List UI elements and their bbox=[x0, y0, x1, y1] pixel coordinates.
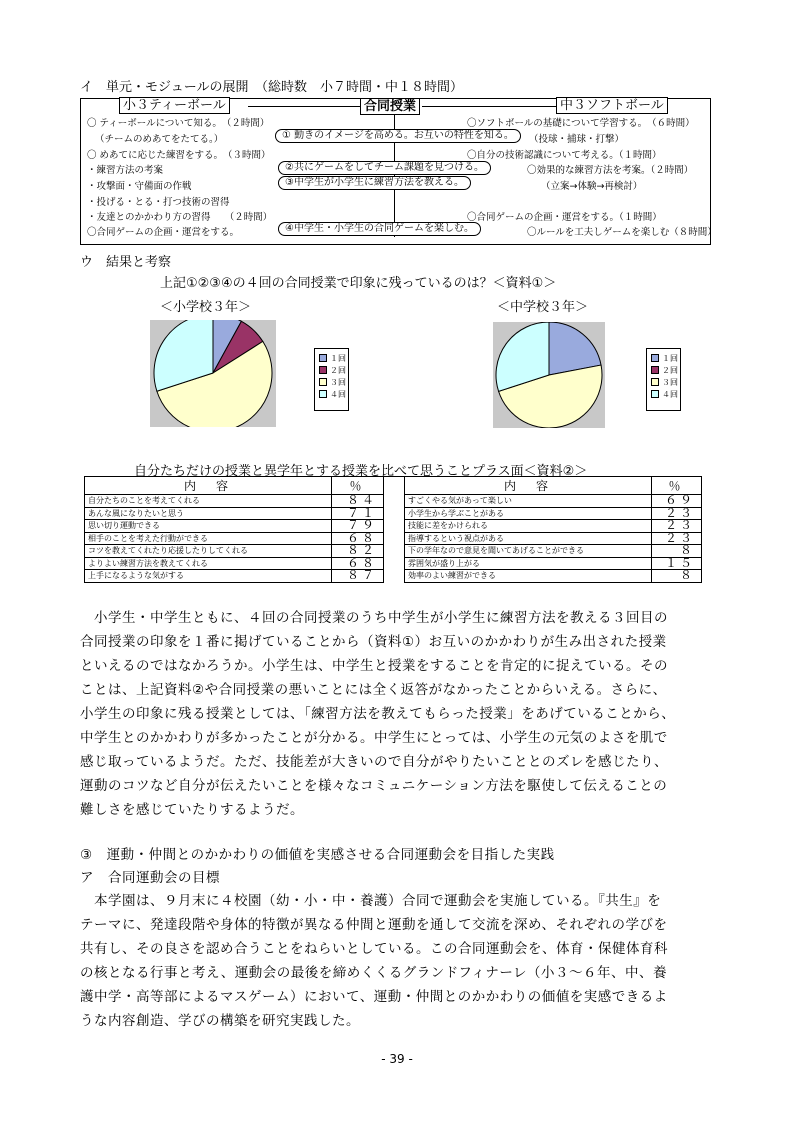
pie-title-junior-high: ＜中学校３年＞ bbox=[497, 300, 589, 315]
left-item: ・練習方法の考案 bbox=[87, 165, 164, 176]
goals-paragraph bbox=[80, 889, 668, 1033]
table-header-row bbox=[85, 477, 384, 495]
table-row bbox=[85, 532, 384, 545]
section-heading-unit: イ 単元・モジュールの展開 （総時数 小７時間・中１８時間） bbox=[80, 80, 463, 95]
legend-item bbox=[315, 352, 348, 364]
cell-percent: ７１ bbox=[332, 507, 384, 520]
table-row bbox=[85, 495, 384, 508]
table-row bbox=[405, 532, 702, 545]
connector-line bbox=[422, 106, 556, 107]
paragraph-line: 小学生の印象に残る授業としては、「練習方法を教えてもらった授業」をあげていることから、 bbox=[80, 706, 676, 722]
cell-content: 自分たちのことを考えてくれる bbox=[85, 495, 332, 508]
legend-label: ２回 bbox=[662, 365, 678, 375]
section-heading-results: ウ 結果と考察 bbox=[80, 255, 172, 270]
cell-percent: ２３ bbox=[652, 520, 702, 533]
legend-swatch bbox=[319, 390, 327, 398]
pie-svg-junior-high bbox=[493, 322, 605, 428]
paragraph-line: 難しさを感じていたりするようだ。 bbox=[80, 802, 304, 818]
left-item: ・投げる・とる・打つ技術の習得 bbox=[87, 197, 230, 208]
table-row bbox=[405, 495, 702, 508]
paragraph-line: テーマに、発達段階や身体的特徴が異なる仲間と運動を通して交流を深め、それぞれの学びを bbox=[80, 917, 668, 933]
header-content: 内 容 bbox=[405, 477, 652, 495]
legend-item bbox=[315, 376, 348, 388]
cell-content: 指導するという視点がある bbox=[405, 532, 652, 545]
cell-percent: ２３ bbox=[652, 532, 702, 545]
cell-percent: ８４ bbox=[332, 495, 384, 508]
cell-content: 雰囲気が盛り上がる bbox=[405, 557, 652, 570]
right-title: 中３ソフトボール bbox=[556, 97, 668, 114]
cell-content: 思い切り運動できる bbox=[85, 520, 332, 533]
cell-percent: ６８ bbox=[332, 557, 384, 570]
paragraph-line: といえるのではなかろうか。小学生は、中学生と授業をすることを肯定的に捉えている。その bbox=[80, 658, 668, 674]
cell-content: 上手になるような気がする bbox=[85, 570, 332, 583]
discussion-paragraph bbox=[80, 606, 675, 822]
legend-item bbox=[647, 376, 680, 388]
table-caption: 自分たちだけの授業と異学年とする授業を比べて思うことプラス面＜資料②＞ bbox=[134, 464, 588, 479]
legend-label: ３回 bbox=[330, 377, 346, 387]
legend-junior-high bbox=[646, 348, 681, 411]
cell-content: よりよい練習方法を教えてくれる bbox=[85, 557, 332, 570]
legend-item bbox=[315, 388, 348, 400]
table-junior-high-feedback bbox=[404, 476, 702, 583]
table-row bbox=[85, 520, 384, 533]
cell-content: 効率のよい練習ができる bbox=[405, 570, 652, 583]
legend-item bbox=[647, 364, 680, 376]
paragraph-line: 感じ取っているようだ。ただ、技能差が大きいので自分がやりたいこととのズレを感じたり、 bbox=[80, 754, 668, 770]
unit-diagram bbox=[80, 98, 717, 245]
cell-content: 下の学年なので意見を聞いてあげることができる bbox=[405, 545, 652, 558]
cell-percent: ６９ bbox=[652, 495, 702, 508]
header-percent: ％ bbox=[332, 477, 384, 495]
paragraph-line: ことは、上記資料②や合同授業の悪いことには全く返答がなかったことからいえる。さらに、 bbox=[80, 682, 667, 698]
right-item: 〇合同ゲームの企画・運営をする。（１時間） bbox=[467, 212, 662, 223]
left-title: 小３ティーボール bbox=[119, 97, 230, 114]
table-row bbox=[405, 545, 702, 558]
paragraph-line: 小学生・中学生ともに、４回の合同授業のうち中学生が小学生に練習方法を教える３回目の bbox=[80, 610, 668, 626]
cell-content: あんな風になりたいと思う bbox=[85, 507, 332, 520]
paragraph-line: 共有し、その良さを認め合うことをねらいとしている。この合同運動会を、体育・保健体育科 bbox=[80, 941, 668, 957]
legend-swatch bbox=[319, 366, 327, 374]
right-item: （投球・捕球・打撃） bbox=[529, 134, 625, 145]
legend-item bbox=[647, 388, 680, 400]
cell-percent: ６８ bbox=[332, 532, 384, 545]
joint-lesson-3: ③中学生が小学生に練習方法を教える。 bbox=[278, 176, 471, 190]
connector-line bbox=[248, 106, 368, 107]
cell-content: 小学生から学ぶことがある bbox=[405, 507, 652, 520]
table-row bbox=[405, 520, 702, 533]
cell-percent: １５ bbox=[652, 557, 702, 570]
legend-label: １回 bbox=[662, 353, 678, 363]
right-item: 〇効果的な練習方法を考案。（２時間） bbox=[527, 165, 694, 176]
right-item: 〇ルールを工夫しゲームを楽しむ（８時間） bbox=[527, 227, 717, 238]
legend-swatch bbox=[651, 354, 659, 362]
table-elementary-feedback bbox=[84, 476, 384, 583]
table-row bbox=[405, 507, 702, 520]
legend-swatch bbox=[319, 378, 327, 386]
cell-percent: ７９ bbox=[332, 520, 384, 533]
right-item: 〇自分の技術認識について考える。（１時間） bbox=[467, 150, 662, 161]
left-item: ・友達とのかかわり方の習得 （２時間） bbox=[87, 212, 273, 223]
right-item: 〇ソフトボールの基礎について学習する。 （６時間） bbox=[467, 118, 695, 129]
cell-percent: ２３ bbox=[652, 507, 702, 520]
legend-label: ４回 bbox=[330, 389, 346, 399]
joint-lesson-4: ④中学生・小学生の合同ゲームを楽しむ。 bbox=[278, 222, 481, 236]
cell-content: 技能に差をかけられる bbox=[405, 520, 652, 533]
legend-label: ３回 bbox=[662, 377, 678, 387]
legend-item bbox=[315, 364, 348, 376]
center-title: 合同授業 bbox=[360, 98, 420, 115]
pie-chart-junior-high bbox=[493, 322, 605, 428]
pie-chart-elementary bbox=[150, 320, 276, 427]
legend-swatch bbox=[651, 390, 659, 398]
joint-lesson-1: ① 動きのイメージを高める。お互いの特性を知る。 bbox=[275, 129, 521, 143]
left-item: 〇 ティーボールについて知る。 （２時間） bbox=[87, 118, 270, 129]
chart-caption: 上記①②③④の４回の合同授業で印象に残っているのは？＜資料①＞ bbox=[160, 276, 557, 291]
page-number: - 39 - bbox=[381, 1052, 413, 1066]
left-item: 〇合同ゲームの企画・運営をする。 bbox=[87, 227, 240, 238]
paragraph-line: 中学生とのかかわりが多かったことが分かる。中学生にとっては、小学生の元気のよさを肌で bbox=[80, 730, 668, 746]
header-percent: ％ bbox=[652, 477, 702, 495]
paragraph-line: 合同授業の印象を１番に掲げていることから（資料①）お互いのかかわりが生み出された授業 bbox=[80, 634, 667, 650]
paragraph-line: 本学園は、９月末に４校園（幼・小・中・養護）合同で運動会を実施している。『共生』を bbox=[80, 893, 662, 909]
legend-swatch bbox=[319, 354, 327, 362]
subsection-heading-goals: ア 合同運動会の目標 bbox=[80, 870, 220, 886]
legend-swatch bbox=[651, 366, 659, 374]
header-content: 内 容 bbox=[85, 477, 332, 495]
cell-percent: ８ bbox=[652, 545, 702, 558]
section-heading-sports-day: ③ 運動・仲間とのかかわりの価値を実感させる合同運動会を目指した実践 bbox=[80, 847, 555, 863]
right-item: （立案→体験→再検討） bbox=[541, 181, 643, 192]
paragraph-line: 護中学・高等部によるマスゲーム）において、運動・仲間とのかかわりの価値を実感できるよ bbox=[80, 989, 668, 1005]
table-row bbox=[85, 545, 384, 558]
legend-swatch bbox=[651, 378, 659, 386]
pie-svg-elementary bbox=[150, 320, 276, 427]
table-row bbox=[85, 570, 384, 583]
table-row bbox=[405, 557, 702, 570]
left-item: （チームのめあてをたてる。） bbox=[95, 134, 224, 145]
cell-content: 相手のことを考えた行動ができる bbox=[85, 532, 332, 545]
left-item: 〇 めあてに応じた練習をする。 （３時間） bbox=[87, 150, 271, 161]
table-row bbox=[405, 570, 702, 583]
table-row bbox=[85, 557, 384, 570]
cell-percent: ８７ bbox=[332, 570, 384, 583]
table-header-row bbox=[405, 477, 702, 495]
table-row bbox=[85, 507, 384, 520]
legend-label: １回 bbox=[330, 353, 346, 363]
paragraph-line: うな内容創造、学びの構築を研究実践した。 bbox=[80, 1013, 360, 1029]
legend-label: ４回 bbox=[662, 389, 678, 399]
paragraph-line: 運動のコツなど自分が伝えたいことを様々なコミュニケーション方法を駆使して伝えることの bbox=[80, 778, 668, 794]
legend-item bbox=[647, 352, 680, 364]
paragraph-line: の核となる行事と考え、運動会の最後を締めくくるグランドフィナーレ（小３～６年、中、養 bbox=[80, 965, 668, 981]
legend-label: ２回 bbox=[330, 365, 346, 375]
cell-content: すごくやる気があって楽しい bbox=[405, 495, 652, 508]
cell-content: コツを教えてくれたり応援したりしてくれる bbox=[85, 545, 332, 558]
pie-title-elementary: ＜小学校３年＞ bbox=[160, 300, 252, 315]
cell-percent: ８２ bbox=[332, 545, 384, 558]
left-item: ・攻撃面・守備面の作戦 bbox=[87, 181, 192, 192]
legend-elementary bbox=[314, 348, 349, 411]
cell-percent: ８ bbox=[652, 570, 702, 583]
joint-lesson-2: ②共にゲームをしてチーム課題を見つける。 bbox=[278, 161, 491, 175]
